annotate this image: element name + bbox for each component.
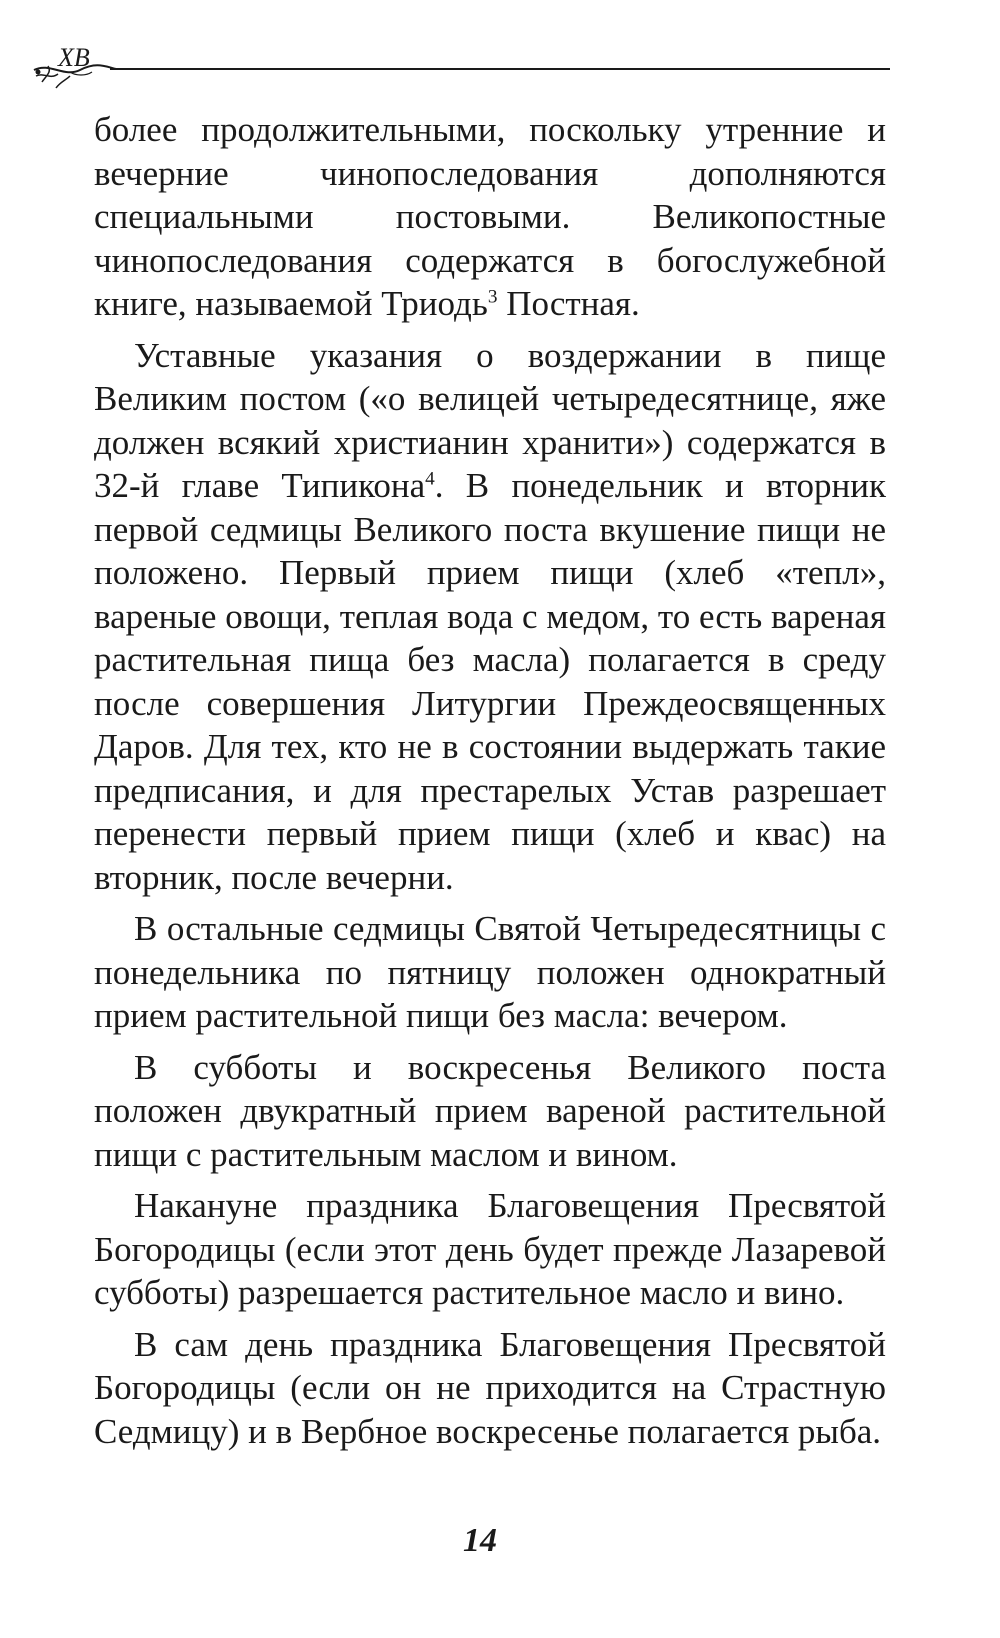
header-rule: [110, 68, 890, 70]
paragraph-1: [94, 108, 886, 326]
paragraph-1-text-b: Постная.: [497, 284, 640, 323]
paragraph-3: В остальные седмицы Святой Четыредесятницы с понедельника по пятницу положен однократный прием растительной пищи без масла: вечером.: [94, 909, 886, 1035]
paragraph-6: В сам день праздника Благовещения Пресвятой Богородицы (если он не приходится на Страстную Седмицу) и в Вербное воскресенье полагается рыба.: [94, 1324, 886, 1451]
paragraph-2: [94, 334, 886, 900]
paragraph-2-text-b: . В понедельник и вторник первой седмицы Великого поста вкушение пищи не положено. Первый прием пищи (хлеб «тепл», вареные овощи, теплая вода с медом, то есть вареная растительная пища без масла) полагается в среду после совершения Литургии Преждеосвященных Даров. Для тех, кто не в состоянии выдержать такие предписания, и для престарелых Устав разрешает перенести первый прием пищи (хлеб и квас) на вторник, после вечерни.: [94, 466, 886, 897]
paragraph-5: Накануне праздника Благовещения Пресвятой Богородицы (если этот день будет прежде Лазаревой субботы) разрешается растительное масло и вино.: [94, 1186, 886, 1312]
paragraph-2-text-a: Уставные указания о воздержании в пище Великим постом («о велицей четыредесятнице, яже должен всякий христианин хранити») содержатся в 32-й главе Типикона: [94, 335, 886, 505]
monogram-text: ХВ: [58, 43, 90, 72]
body-text: [94, 108, 886, 1453]
monogram-ornament-icon: [30, 36, 130, 96]
footnote-ref-3: 3: [487, 286, 498, 308]
footnote-ref-4: 4: [425, 468, 435, 490]
page-number: 14: [463, 1522, 497, 1559]
paragraph-4: В субботы и воскресенья Великого поста положен двукратный прием вареной растительной пищи с растительным маслом и вином.: [94, 1047, 886, 1174]
page-header: [30, 36, 890, 96]
paragraph-1-text-a: более продолжительными, поскольку утренние и вечерние чинопоследования дополняются специальными постовыми. Великопостные чинопоследования содержатся в богослужебной книге, называемой Триодь: [94, 110, 886, 323]
